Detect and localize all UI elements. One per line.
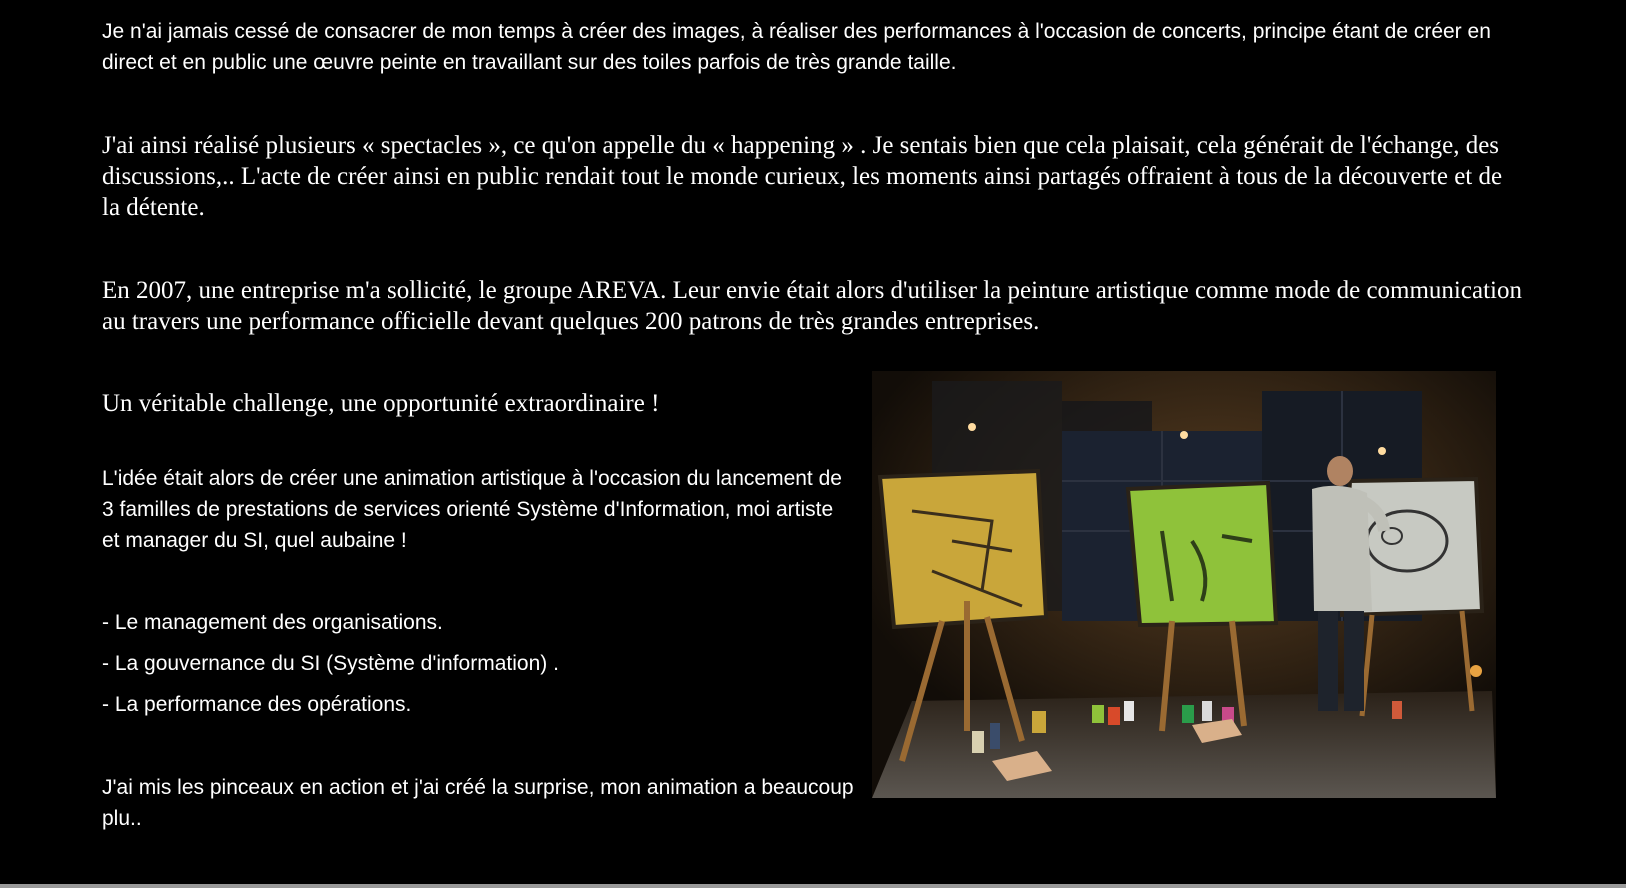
bottom-border [0, 884, 1626, 888]
intro-paragraph: Je n'ai jamais cessé de consacrer de mon temps à créer des images, à réaliser des performances à l'occasion de concerts, principe étant de créer en direct et en public une œuvre peinte en travaillant sur des toiles parfois de très grande taille. [102, 20, 1491, 74]
idea-paragraph: L'idée était alors de créer une animation artistique à l'occasion du lancement de 3 familles de prestations de services orienté Système d'Information, moi artiste et manager du SI, quel aubaine ! [102, 467, 842, 552]
list-item: - La performance des opérations. [102, 693, 412, 716]
conclusion-paragraph: J'ai mis les pinceaux en action et j'ai créé la surprise, mon animation a beaucoup plu.. [102, 776, 854, 830]
challenge-paragraph: Un véritable challenge, une opportunité extraordinaire ! [102, 390, 660, 417]
live-painting-photo [872, 371, 1496, 798]
list-item: - La gouvernance du SI (Système d'information) . [102, 652, 559, 675]
list-item: - Le management des organisations. [102, 611, 443, 634]
areva-paragraph: En 2007, une entreprise m'a sollicité, le groupe AREVA. Leur envie était alors d'utiliser la peinture artistique comme mode de communication au travers une performance officielle devant quelques 200 patrons de très grandes entreprises. [102, 277, 1522, 335]
services-list [102, 607, 559, 730]
happening-paragraph: J'ai ainsi réalisé plusieurs « spectacles », ce qu'on appelle du « happening » . Je sentais bien que cela plaisait, cela générait de l'échange, des discussions,.. L'acte de créer ainsi en public rendait tout le monde curieux, les moments ainsi partagés offraient à tous de la découverte et de la détente. [102, 132, 1503, 221]
